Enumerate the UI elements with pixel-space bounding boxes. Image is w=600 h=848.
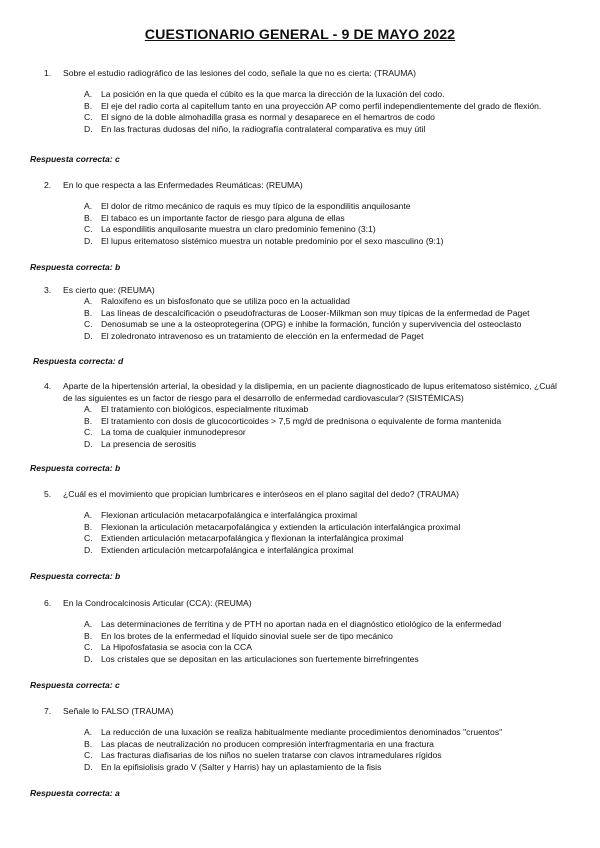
answer-3: Respuesta correcta: d bbox=[33, 356, 124, 366]
option-a: A. Las determinaciones de ferritina y de PTH no aportan nada en el diagnóstico etiológico de la enfermedad bbox=[84, 619, 502, 629]
question-1 bbox=[0, 67, 600, 135]
answer-1: Respuesta correcta: c bbox=[30, 154, 120, 164]
question-7 bbox=[0, 705, 600, 773]
option-a: A. Flexionan articulación metacarpofalángica e interfalángica proximal bbox=[84, 510, 358, 520]
option-c: C. La espondilitis anquilosante muestra un claro predominio femenino (3:1) bbox=[84, 224, 376, 234]
question-text: En la Condrocalcinosis Articular (CCA): (REUMA) bbox=[63, 598, 252, 608]
option-b: B. El tratamiento con dosis de glucocorticoides > 7,5 mg/d de prednisona o equivalente de forma mantenida bbox=[84, 415, 502, 426]
option-d: D. El zoledronato intravenoso es un tratamiento de elección en la enfermedad de Paget bbox=[84, 330, 424, 341]
option-list bbox=[0, 510, 600, 556]
option-list bbox=[0, 89, 600, 135]
question-number: 4. bbox=[44, 381, 52, 391]
option-list bbox=[0, 296, 600, 342]
option-c: C. Denosumab se une a la osteoprotegerina (OPG) e inhibe la formación, función y supervivencia del osteoclasto bbox=[84, 319, 522, 329]
answer-7: Respuesta correcta: a bbox=[30, 788, 120, 798]
option-d: D. En las fracturas dudosas del niño, la radiografía contralateral comparativa es muy útil bbox=[84, 123, 426, 134]
option-list bbox=[0, 727, 600, 773]
option-d: D. La presencia de serositis bbox=[84, 438, 197, 449]
question-number: 3. bbox=[44, 285, 52, 295]
option-d: D. En la epifisiolisis grado V (Salter y Harris) hay un aplastamiento de la fisis bbox=[84, 761, 382, 772]
question-number: 7. bbox=[44, 706, 52, 716]
page-title: CUESTIONARIO GENERAL - 9 DE MAYO 2022 bbox=[144, 27, 456, 43]
question-stem bbox=[0, 284, 600, 296]
option-a: A. La posición en la que queda el cúbito es la que marca la dirección de la luxación del codo. bbox=[84, 89, 445, 99]
option-b: B. Flexionan la articulación metacarpofalángica y extienden la articulación interfalángica proximal bbox=[84, 521, 461, 532]
question-number: 1. bbox=[44, 68, 52, 78]
question-stem bbox=[0, 488, 600, 500]
question-number: 5. bbox=[44, 489, 52, 499]
question-6 bbox=[0, 597, 600, 665]
question-5 bbox=[0, 488, 600, 556]
option-list bbox=[0, 619, 600, 665]
option-c: C. La Hipofosfatasia se asocia con la CCA bbox=[84, 642, 252, 652]
question-4 bbox=[0, 380, 600, 450]
option-a: A. El tratamiento con biológicos, especialmente rituximab bbox=[84, 404, 309, 414]
option-c: C. Las fracturas diafisarias de los niños no suelen tratarse con clavos intramedulares rígidos bbox=[84, 750, 442, 760]
question-text: Es cierto que: (REUMA) bbox=[63, 285, 155, 295]
question-3 bbox=[0, 284, 600, 342]
answer-6: Respuesta correcta: c bbox=[30, 680, 120, 690]
option-d: D. Los cristales que se depositan en las articulaciones son fuertemente birrefringentes bbox=[84, 653, 419, 664]
question-2 bbox=[0, 179, 600, 247]
option-d: D. Extienden articulación metcarpofalángica e interfalángica proximal bbox=[84, 544, 354, 555]
option-b: B. El eje del radio corta al capitellum tanto en una proyección AP como perfil independientemente del grado de flexión. bbox=[84, 100, 542, 111]
question-stem bbox=[0, 67, 600, 79]
option-b: B. Las placas de neutralización no producen compresión interfragmentaria en una fractura bbox=[84, 738, 434, 749]
option-c: C. Extienden articulación metacarpofalángica y flexionan la interfalángica proximal bbox=[84, 533, 404, 543]
option-list bbox=[0, 201, 600, 247]
question-text: Aparte de la hipertensión arterial, la obesidad y la dislipemia, en un paciente diagnosticado de lupus eritematoso sistémico, ¿Cuál de las siguientes es un factor de riesgo para el desarrollo de enfermedad cardiovascular? (SISTÉMICAS) bbox=[63, 381, 557, 403]
question-text: En lo que respecta a las Enfermedades Reumáticas: (REUMA) bbox=[63, 180, 303, 190]
option-list bbox=[0, 404, 600, 450]
option-c: C. La toma de cualquier inmunodepresor bbox=[84, 427, 246, 437]
option-b: B. En los brotes de la enfermedad el líquido sinovial suele ser de tipo mecánico bbox=[84, 630, 393, 641]
option-a: A. El dolor de ritmo mecánico de raquis es muy típico de la espondilitis anquilosante bbox=[84, 201, 411, 211]
question-stem bbox=[0, 380, 600, 404]
question-text: Sobre el estudio radiográfico de las lesiones del codo, señale la que no es cierta: (TRAUMA) bbox=[63, 68, 417, 78]
question-stem bbox=[0, 597, 600, 609]
answer-5: Respuesta correcta: b bbox=[30, 571, 121, 581]
answer-2: Respuesta correcta: b bbox=[30, 262, 121, 272]
option-b: B. Las líneas de descalcificación o pseudofracturas de Looser-Milkman son muy típicas de la enfermedad de Paget bbox=[84, 307, 530, 318]
question-stem bbox=[0, 705, 600, 717]
question-stem bbox=[0, 179, 600, 191]
question-number: 2. bbox=[44, 180, 52, 190]
option-b: B. El tabaco es un importante factor de riesgo para alguna de ellas bbox=[84, 212, 345, 223]
option-a: A. Raloxifeno es un bisfosfonato que se utiliza poco en la actualidad bbox=[84, 296, 350, 306]
option-a: A. La reducción de una luxación se realiza habitualmente mediante procedimientos denominados "cruentos" bbox=[84, 727, 503, 737]
option-c: C. El signo de la doble almohadilla grasa es normal y desaparece en el hemartros de codo bbox=[84, 112, 435, 122]
option-d: D. El lupus eritematoso sistémico muestra un notable predominio por el sexo masculino (9:1) bbox=[84, 235, 444, 246]
question-text: ¿Cuál es el movimiento que propician lumbricares e interóseos en el plano sagital del dedo? (TRAUMA) bbox=[63, 489, 459, 499]
question-text: Señale lo FALSO (TRAUMA) bbox=[63, 706, 174, 716]
question-number: 6. bbox=[44, 598, 52, 608]
answer-4: Respuesta correcta: b bbox=[30, 463, 121, 473]
